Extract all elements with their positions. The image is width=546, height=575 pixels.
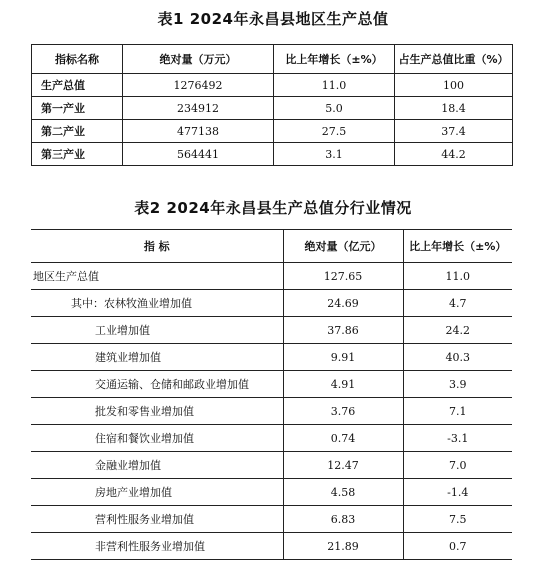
table-row xyxy=(31,506,512,533)
table-row xyxy=(31,479,512,506)
amount-cell: 12.47 xyxy=(283,452,403,479)
table-row xyxy=(31,263,512,290)
growth-cell: 11.0 xyxy=(274,74,395,97)
amount-cell: 477138 xyxy=(123,120,274,143)
row-label: 营利性服务业增加值 xyxy=(31,506,283,533)
table-row xyxy=(31,290,512,317)
growth-cell: -1.4 xyxy=(403,479,512,506)
growth-cell: 7.0 xyxy=(403,452,512,479)
table2-header-row xyxy=(31,230,512,263)
row-label: 第三产业 xyxy=(32,143,123,166)
amount-cell: 21.89 xyxy=(283,533,403,560)
share-cell: 100 xyxy=(395,74,513,97)
table1-gdp-summary xyxy=(31,44,513,166)
amount-cell: 3.76 xyxy=(283,398,403,425)
amount-cell: 564441 xyxy=(123,143,274,166)
amount-cell: 4.58 xyxy=(283,479,403,506)
row-label: 地区生产总值 xyxy=(31,263,283,290)
table-row xyxy=(31,533,512,560)
amount-cell: 24.69 xyxy=(283,290,403,317)
table1-header-amount: 绝对量（万元） xyxy=(123,45,274,74)
table-row xyxy=(32,143,513,166)
row-label: 住宿和餐饮业增加值 xyxy=(31,425,283,452)
row-label: 其中：农林牧渔业增加值 xyxy=(31,290,283,317)
amount-cell: 1276492 xyxy=(123,74,274,97)
table1-header-share: 占生产总值比重（%） xyxy=(395,45,513,74)
table2-title: 表2 2024年永昌县生产总值分行业情况 xyxy=(134,199,412,217)
amount-cell: 4.91 xyxy=(283,371,403,398)
table-row xyxy=(31,398,512,425)
row-label: 第一产业 xyxy=(32,97,123,120)
row-label: 金融业增加值 xyxy=(31,452,283,479)
row-label: 批发和零售业增加值 xyxy=(31,398,283,425)
table-row xyxy=(31,317,512,344)
growth-cell: 4.7 xyxy=(403,290,512,317)
row-label: 生产总值 xyxy=(32,74,123,97)
table-row xyxy=(32,74,513,97)
table2-header-indicator: 指 标 xyxy=(31,230,283,263)
growth-cell: 3.9 xyxy=(403,371,512,398)
table-row xyxy=(31,344,512,371)
growth-cell: 27.5 xyxy=(274,120,395,143)
growth-cell: 3.1 xyxy=(274,143,395,166)
amount-cell: 37.86 xyxy=(283,317,403,344)
row-label: 房地产业增加值 xyxy=(31,479,283,506)
table2-header-amount: 绝对量（亿元） xyxy=(283,230,403,263)
table-row xyxy=(32,97,513,120)
share-cell: 18.4 xyxy=(395,97,513,120)
growth-cell: 5.0 xyxy=(274,97,395,120)
table1-header-row xyxy=(32,45,513,74)
growth-cell: 7.5 xyxy=(403,506,512,533)
table1-header-growth: 比上年增长（±%） xyxy=(274,45,395,74)
row-label: 工业增加值 xyxy=(31,317,283,344)
table-row xyxy=(31,425,512,452)
share-cell: 37.4 xyxy=(395,120,513,143)
row-label: 第二产业 xyxy=(32,120,123,143)
growth-cell: 0.7 xyxy=(403,533,512,560)
growth-cell: 11.0 xyxy=(403,263,512,290)
amount-cell: 127.65 xyxy=(283,263,403,290)
table2-gdp-by-industry xyxy=(31,229,512,560)
row-label: 非营利性服务业增加值 xyxy=(31,533,283,560)
table1-header-indicator: 指标名称 xyxy=(32,45,123,74)
row-label: 建筑业增加值 xyxy=(31,344,283,371)
table-row xyxy=(32,120,513,143)
amount-cell: 9.91 xyxy=(283,344,403,371)
share-cell: 44.2 xyxy=(395,143,513,166)
table1-title: 表1 2024年永昌县地区生产总值 xyxy=(157,10,389,28)
growth-cell: 40.3 xyxy=(403,344,512,371)
table2-header-growth: 比上年增长（±%） xyxy=(403,230,512,263)
growth-cell: -3.1 xyxy=(403,425,512,452)
table-row xyxy=(31,452,512,479)
growth-cell: 7.1 xyxy=(403,398,512,425)
amount-cell: 6.83 xyxy=(283,506,403,533)
row-label: 交通运输、仓储和邮政业增加值 xyxy=(31,371,283,398)
growth-cell: 24.2 xyxy=(403,317,512,344)
amount-cell: 234912 xyxy=(123,97,274,120)
amount-cell: 0.74 xyxy=(283,425,403,452)
table-row xyxy=(31,371,512,398)
